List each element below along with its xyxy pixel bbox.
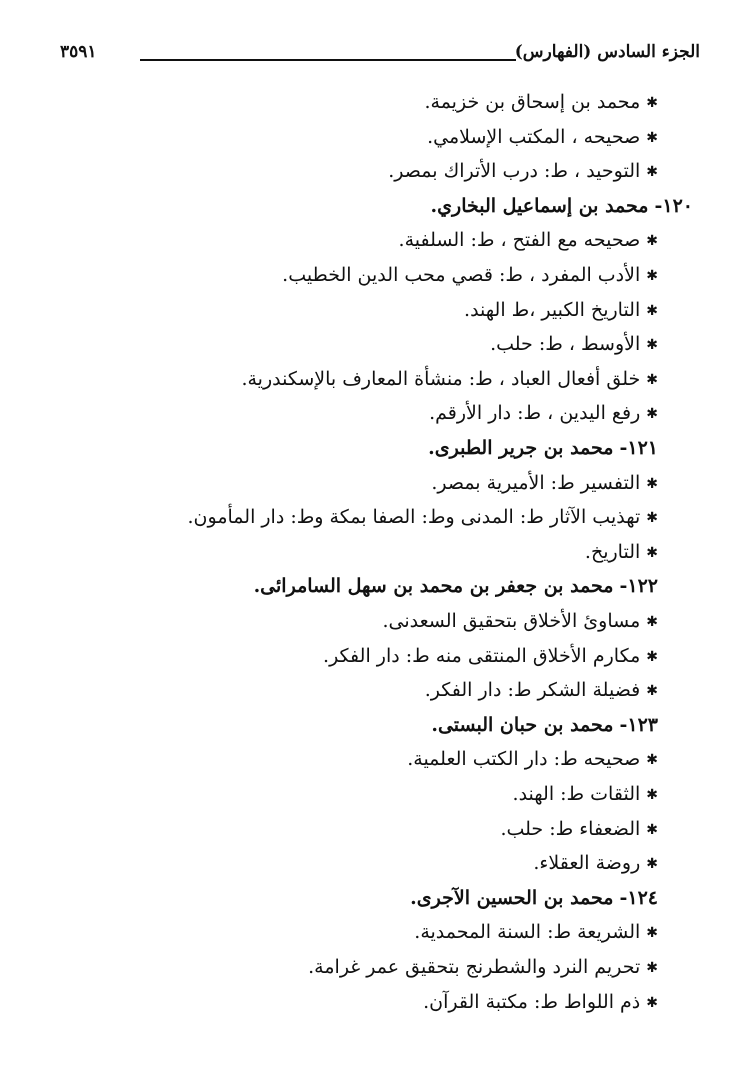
work-title: التاريخ الكبير ،ط الهند. — [464, 298, 641, 321]
work-title: الثقات ط: الهند. — [512, 783, 641, 805]
author-heading — [0, 189, 755, 223]
asterisk-bullet-icon: ✱ — [646, 787, 658, 803]
asterisk-bullet-icon: ✱ — [646, 925, 658, 942]
asterisk-bullet-icon: ✱ — [646, 994, 658, 1011]
author-name: محمد بن جعفر بن محمد بن سهل السامرائى. — [253, 575, 614, 598]
work-item — [0, 293, 755, 327]
author-heading — [0, 431, 755, 465]
line-content — [254, 569, 658, 603]
line-content — [464, 293, 658, 328]
asterisk-bullet-icon: ✱ — [646, 406, 658, 423]
asterisk-bullet-icon: ✱ — [646, 544, 658, 561]
asterisk-bullet-icon: ✱ — [646, 268, 658, 284]
line-content — [423, 985, 658, 1020]
author-name: محمد بن حبان البستى. — [431, 713, 614, 736]
line-content — [428, 431, 658, 465]
work-title: الضعفاء ط: حلب. — [500, 817, 641, 840]
line-content — [382, 604, 658, 639]
work-item — [0, 846, 755, 880]
line-content — [407, 742, 658, 777]
work-title: تحريم النرد والشطرنج بتحقيق عمر غرامة. — [308, 956, 641, 978]
line-content — [241, 362, 658, 397]
line-content — [500, 812, 658, 847]
work-item — [0, 673, 755, 707]
line-content — [399, 223, 658, 258]
line-content — [410, 881, 658, 915]
work-item — [0, 327, 755, 361]
author-heading — [0, 569, 755, 603]
work-title: فضيلة الشكر ط: دار الفكر. — [424, 679, 641, 702]
line-content — [431, 466, 658, 501]
work-title: رفع اليدين ، ط: دار الأرقم. — [429, 402, 641, 425]
work-item — [0, 604, 755, 638]
author-name: محمد بن جرير الطبرى. — [428, 437, 614, 459]
work-title: صحيحه مع الفتح ، ط: السلفية. — [398, 229, 641, 252]
work-item — [0, 985, 755, 1019]
work-title: التوحيد ، ط: درب الأتراك بمصر. — [388, 160, 641, 183]
author-heading — [0, 881, 755, 915]
asterisk-bullet-icon: ✱ — [646, 683, 658, 700]
work-title: التاريخ. — [584, 540, 641, 563]
work-item — [0, 535, 755, 569]
work-item — [0, 223, 755, 257]
work-title: صحيحه ط: دار الكتب العلمية. — [407, 748, 641, 771]
asterisk-bullet-icon: ✱ — [646, 648, 658, 665]
work-title: خلق أفعال العباد ، ط: منشأة المعارف بالإسكندرية. — [241, 367, 641, 390]
work-item — [0, 500, 755, 534]
asterisk-bullet-icon: ✱ — [646, 510, 658, 527]
line-content — [308, 950, 658, 985]
line-content — [431, 708, 658, 742]
author-name: محمد بن إسماعيل البخاري. — [430, 194, 649, 217]
page-number: ٣٥٩١ — [60, 42, 97, 62]
asterisk-bullet-icon: ✱ — [646, 371, 658, 388]
entry-number: ١٢١- — [619, 437, 658, 459]
entry-number: ١٢٢- — [619, 575, 658, 598]
work-title: الأدب المفرد ، ط: قصي محب الدين الخطيب. — [282, 264, 641, 286]
line-content — [424, 85, 658, 120]
work-title: مساوئ الأخلاق بتحقيق السعدنى. — [382, 610, 641, 632]
line-content — [427, 120, 658, 155]
work-item — [0, 396, 755, 430]
work-item — [0, 258, 755, 292]
entry-number: ١٢٤- — [619, 886, 658, 909]
line-content — [513, 777, 658, 812]
work-item — [0, 154, 755, 188]
author-name: محمد بن الحسين الآجرى. — [410, 886, 614, 909]
work-item — [0, 742, 755, 776]
asterisk-bullet-icon: ✱ — [646, 164, 658, 181]
line-content — [425, 673, 658, 708]
asterisk-bullet-icon: ✱ — [646, 233, 658, 250]
asterisk-bullet-icon: ✱ — [646, 960, 658, 976]
author-heading — [0, 708, 755, 742]
work-item — [0, 950, 755, 984]
line-content — [323, 639, 658, 674]
work-item — [0, 639, 755, 673]
work-title: تهذيب الآثار ط: المدنى وط: الصفا بمكة وط: دار المأمون. — [187, 506, 641, 529]
asterisk-bullet-icon: ✱ — [646, 337, 658, 354]
work-item — [0, 466, 755, 500]
work-item — [0, 812, 755, 846]
asterisk-bullet-icon: ✱ — [646, 614, 658, 630]
line-content — [585, 535, 658, 570]
line-content — [431, 189, 693, 223]
asterisk-bullet-icon: ✱ — [646, 752, 658, 769]
work-title: الشريعة ط: السنة المحمدية. — [414, 921, 641, 944]
asterisk-bullet-icon: ✱ — [646, 95, 658, 111]
entry-number: ١٢٠- — [654, 194, 693, 217]
asterisk-bullet-icon: ✱ — [646, 129, 658, 146]
work-title: محمد بن إسحاق بن خزيمة. — [424, 91, 641, 113]
work-item — [0, 120, 755, 154]
work-title: التفسير ط: الأميرية بمصر. — [431, 471, 641, 494]
line-content — [490, 327, 658, 362]
work-title: روضة العقلاء. — [533, 852, 641, 875]
work-item — [0, 915, 755, 949]
line-content — [414, 915, 658, 950]
entry-number: ١٢٣- — [619, 713, 658, 736]
line-content — [388, 154, 658, 189]
asterisk-bullet-icon: ✱ — [646, 475, 658, 492]
work-item — [0, 85, 755, 119]
line-content — [429, 396, 658, 431]
asterisk-bullet-icon: ✱ — [646, 302, 658, 319]
work-title: صحيحه ، المكتب الإسلامي. — [427, 125, 641, 148]
line-content — [282, 258, 658, 293]
work-item — [0, 362, 755, 396]
work-title: الأوسط ، ط: حلب. — [490, 333, 641, 356]
work-title: مكارم الأخلاق المنتقى منه ط: دار الفكر. — [323, 644, 641, 667]
asterisk-bullet-icon: ✱ — [646, 856, 658, 873]
work-title: ذم اللواط ط: مكتبة القرآن. — [423, 990, 641, 1013]
asterisk-bullet-icon: ✱ — [646, 821, 658, 838]
line-content — [533, 846, 658, 881]
line-content — [188, 500, 658, 535]
header-title: الجزء السادس (الفهارس) — [514, 42, 700, 62]
work-item — [0, 777, 755, 811]
